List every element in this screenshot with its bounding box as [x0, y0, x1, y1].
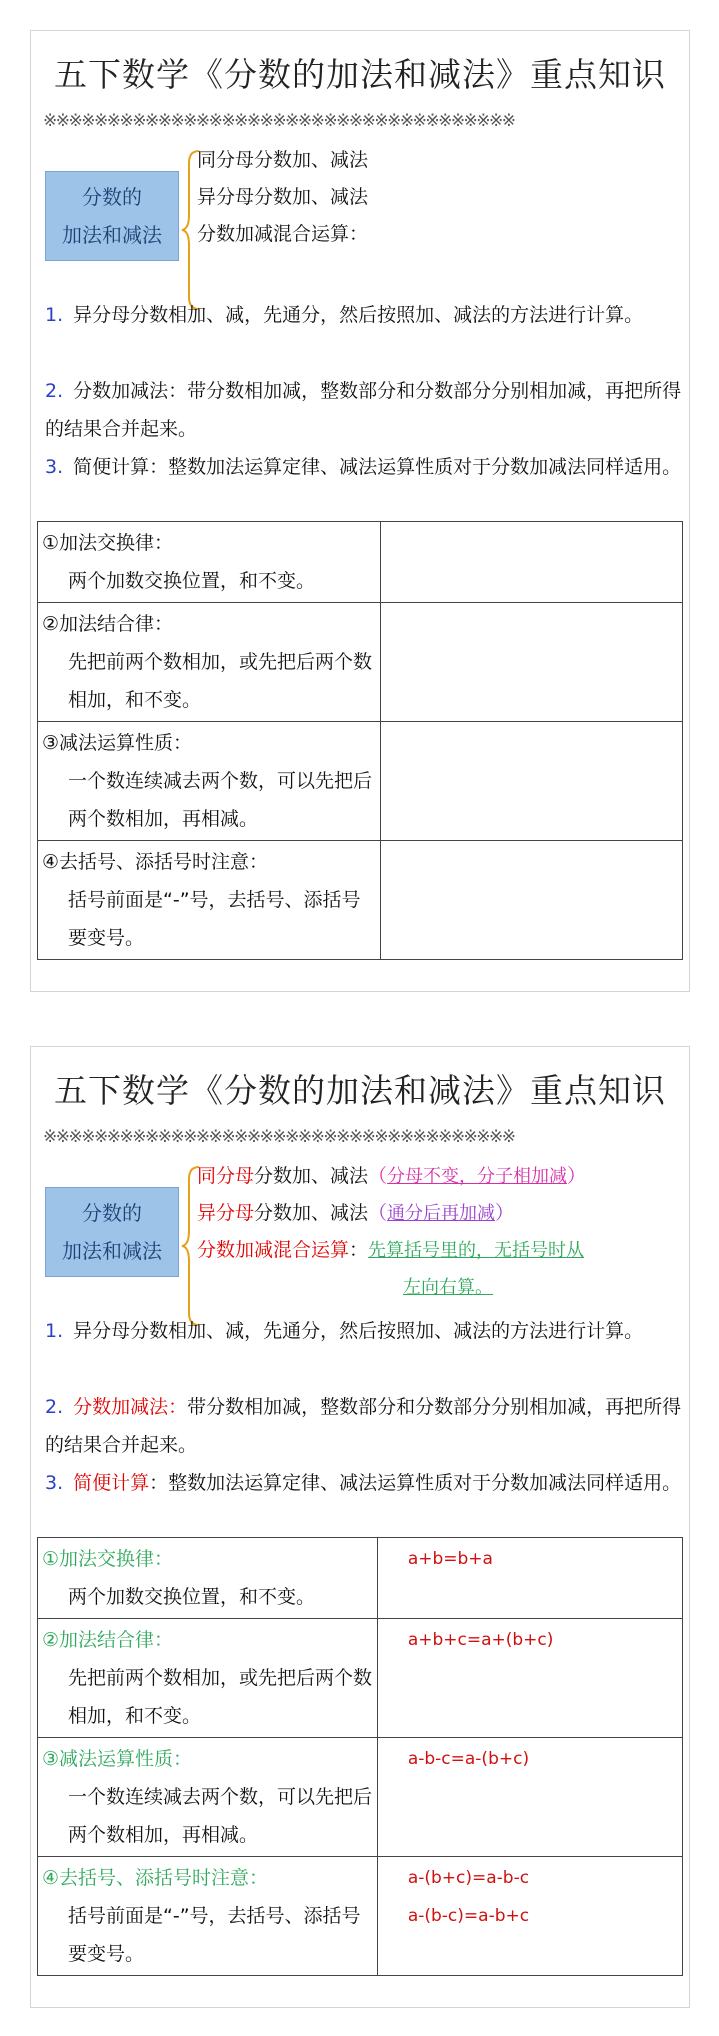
divider: ※※※※※※※※※※※※※※※※※※※※※※※※※※※※※※※※※※※※※: [43, 1127, 515, 1147]
branch-mixed-operations-cont: [403, 1273, 493, 1299]
formula-cell-empty: [380, 522, 682, 603]
topic-line2: 加法和减法: [62, 223, 162, 247]
law-row: ②加法结合律： 先把前两个数相加，或先把后两个数相加，和不变。 a+b+c=a+(b+c): [38, 1619, 683, 1738]
formula: a-b-c=a-(b+c): [407, 1749, 530, 1769]
law-row: ③减法运算性质： 一个数连续减去两个数，可以先把后两个数相加，再相减。 a-b-c=a-(b+c): [38, 1738, 683, 1857]
point-2: 2. 分数加减法：带分数相加减，整数部分和分数部分分别相加减，再把所得的结果合并起来。: [45, 1396, 682, 1456]
branch-mixed-operations: 分数加减混合运算：先算括号里的，无括号时从: [197, 1239, 585, 1261]
formula-cell: [377, 1538, 682, 1619]
topic-line1: 分数的: [82, 1201, 142, 1225]
point-1: 1. 异分母分数相加、减，先通分，然后按照加、减法的方法进行计算。: [45, 304, 644, 326]
page-title: 五下数学《分数的加法和减法》重点知识: [54, 55, 666, 94]
page-title: 五下数学《分数的加法和减法》重点知识: [54, 1071, 666, 1110]
branch-different-denominator: 异分母分数加、减法（通分后再加减）: [197, 1202, 515, 1224]
laws-table: [37, 521, 683, 960]
point-3: 3. 简便计算：整数加法运算定律、减法运算性质对于分数加减法同样适用。: [45, 1472, 682, 1494]
branch-mixed-operations: 分数加减混合运算：: [197, 223, 369, 245]
law-row: ④去括号、添括号时注意： 括号前面是“-”号，去括号、添括号要变号。: [38, 841, 683, 960]
branch-different-denominator: 异分母分数加、减法: [197, 186, 369, 208]
formula-cell-empty: [380, 841, 682, 960]
formula-cell-empty: [380, 722, 682, 841]
point-1: 1. 异分母分数相加、减，先通分，然后按照加、减法的方法进行计算。: [45, 1320, 644, 1342]
branch-same-denominator: 同分母分数加、减法（分母不变，分子相加减）: [197, 1165, 587, 1187]
law-row: ①加法交换律： 两个加数交换位置，和不变。 a+b=b+a: [38, 1538, 683, 1619]
topic-box: [45, 171, 179, 261]
law-row: ①加法交换律： 两个加数交换位置，和不变。: [38, 522, 683, 603]
law-row: ④去括号、添括号时注意： 括号前面是“-”号，去括号、添括号要变号。 a-(b+c)=a-b-c a-(b-c)=a-b+c: [38, 1857, 683, 1976]
rule-note: 左向右算。: [403, 1277, 493, 1298]
topic-line2: 加法和减法: [62, 1239, 162, 1263]
formula-cell: [377, 1738, 682, 1857]
law-row: ②加法结合律： 先把前两个数相加，或先把后两个数相加，和不变。: [38, 603, 683, 722]
branch-same-denominator: 同分母分数加、减法: [197, 149, 369, 171]
point-2: 2. 分数加减法：带分数相加减，整数部分和分数部分分别相加减，再把所得的结果合并起来。: [45, 380, 682, 440]
worksheet-answers: [30, 1046, 690, 2008]
formula: a-(b-c)=a-b+c: [407, 1906, 530, 1926]
formula: a-(b+c)=a-b-c: [407, 1868, 530, 1888]
rule-note: 先算括号里的，无括号时从: [368, 1240, 585, 1261]
worksheet-blank: [30, 30, 690, 992]
rule-note: 通分后再加减: [387, 1203, 496, 1224]
formula: a+b+c=a+(b+c): [407, 1630, 554, 1650]
point-3: 3. 简便计算：整数加法运算定律、减法运算性质对于分数加减法同样适用。: [45, 456, 682, 478]
laws-table: [37, 1537, 683, 1976]
law-row: ③减法运算性质： 一个数连续减去两个数，可以先把后两个数相加，再相减。: [38, 722, 683, 841]
formula-cell: [377, 1619, 682, 1738]
formula: a+b=b+a: [407, 1549, 493, 1569]
topic-box: [45, 1187, 179, 1277]
topic-line1: 分数的: [82, 185, 142, 209]
divider: ※※※※※※※※※※※※※※※※※※※※※※※※※※※※※※※※※※※※※: [43, 111, 515, 131]
formula-cell-empty: [380, 603, 682, 722]
rule-note: 分母不变，分子相加减: [387, 1166, 568, 1187]
formula-cell: [377, 1857, 682, 1976]
